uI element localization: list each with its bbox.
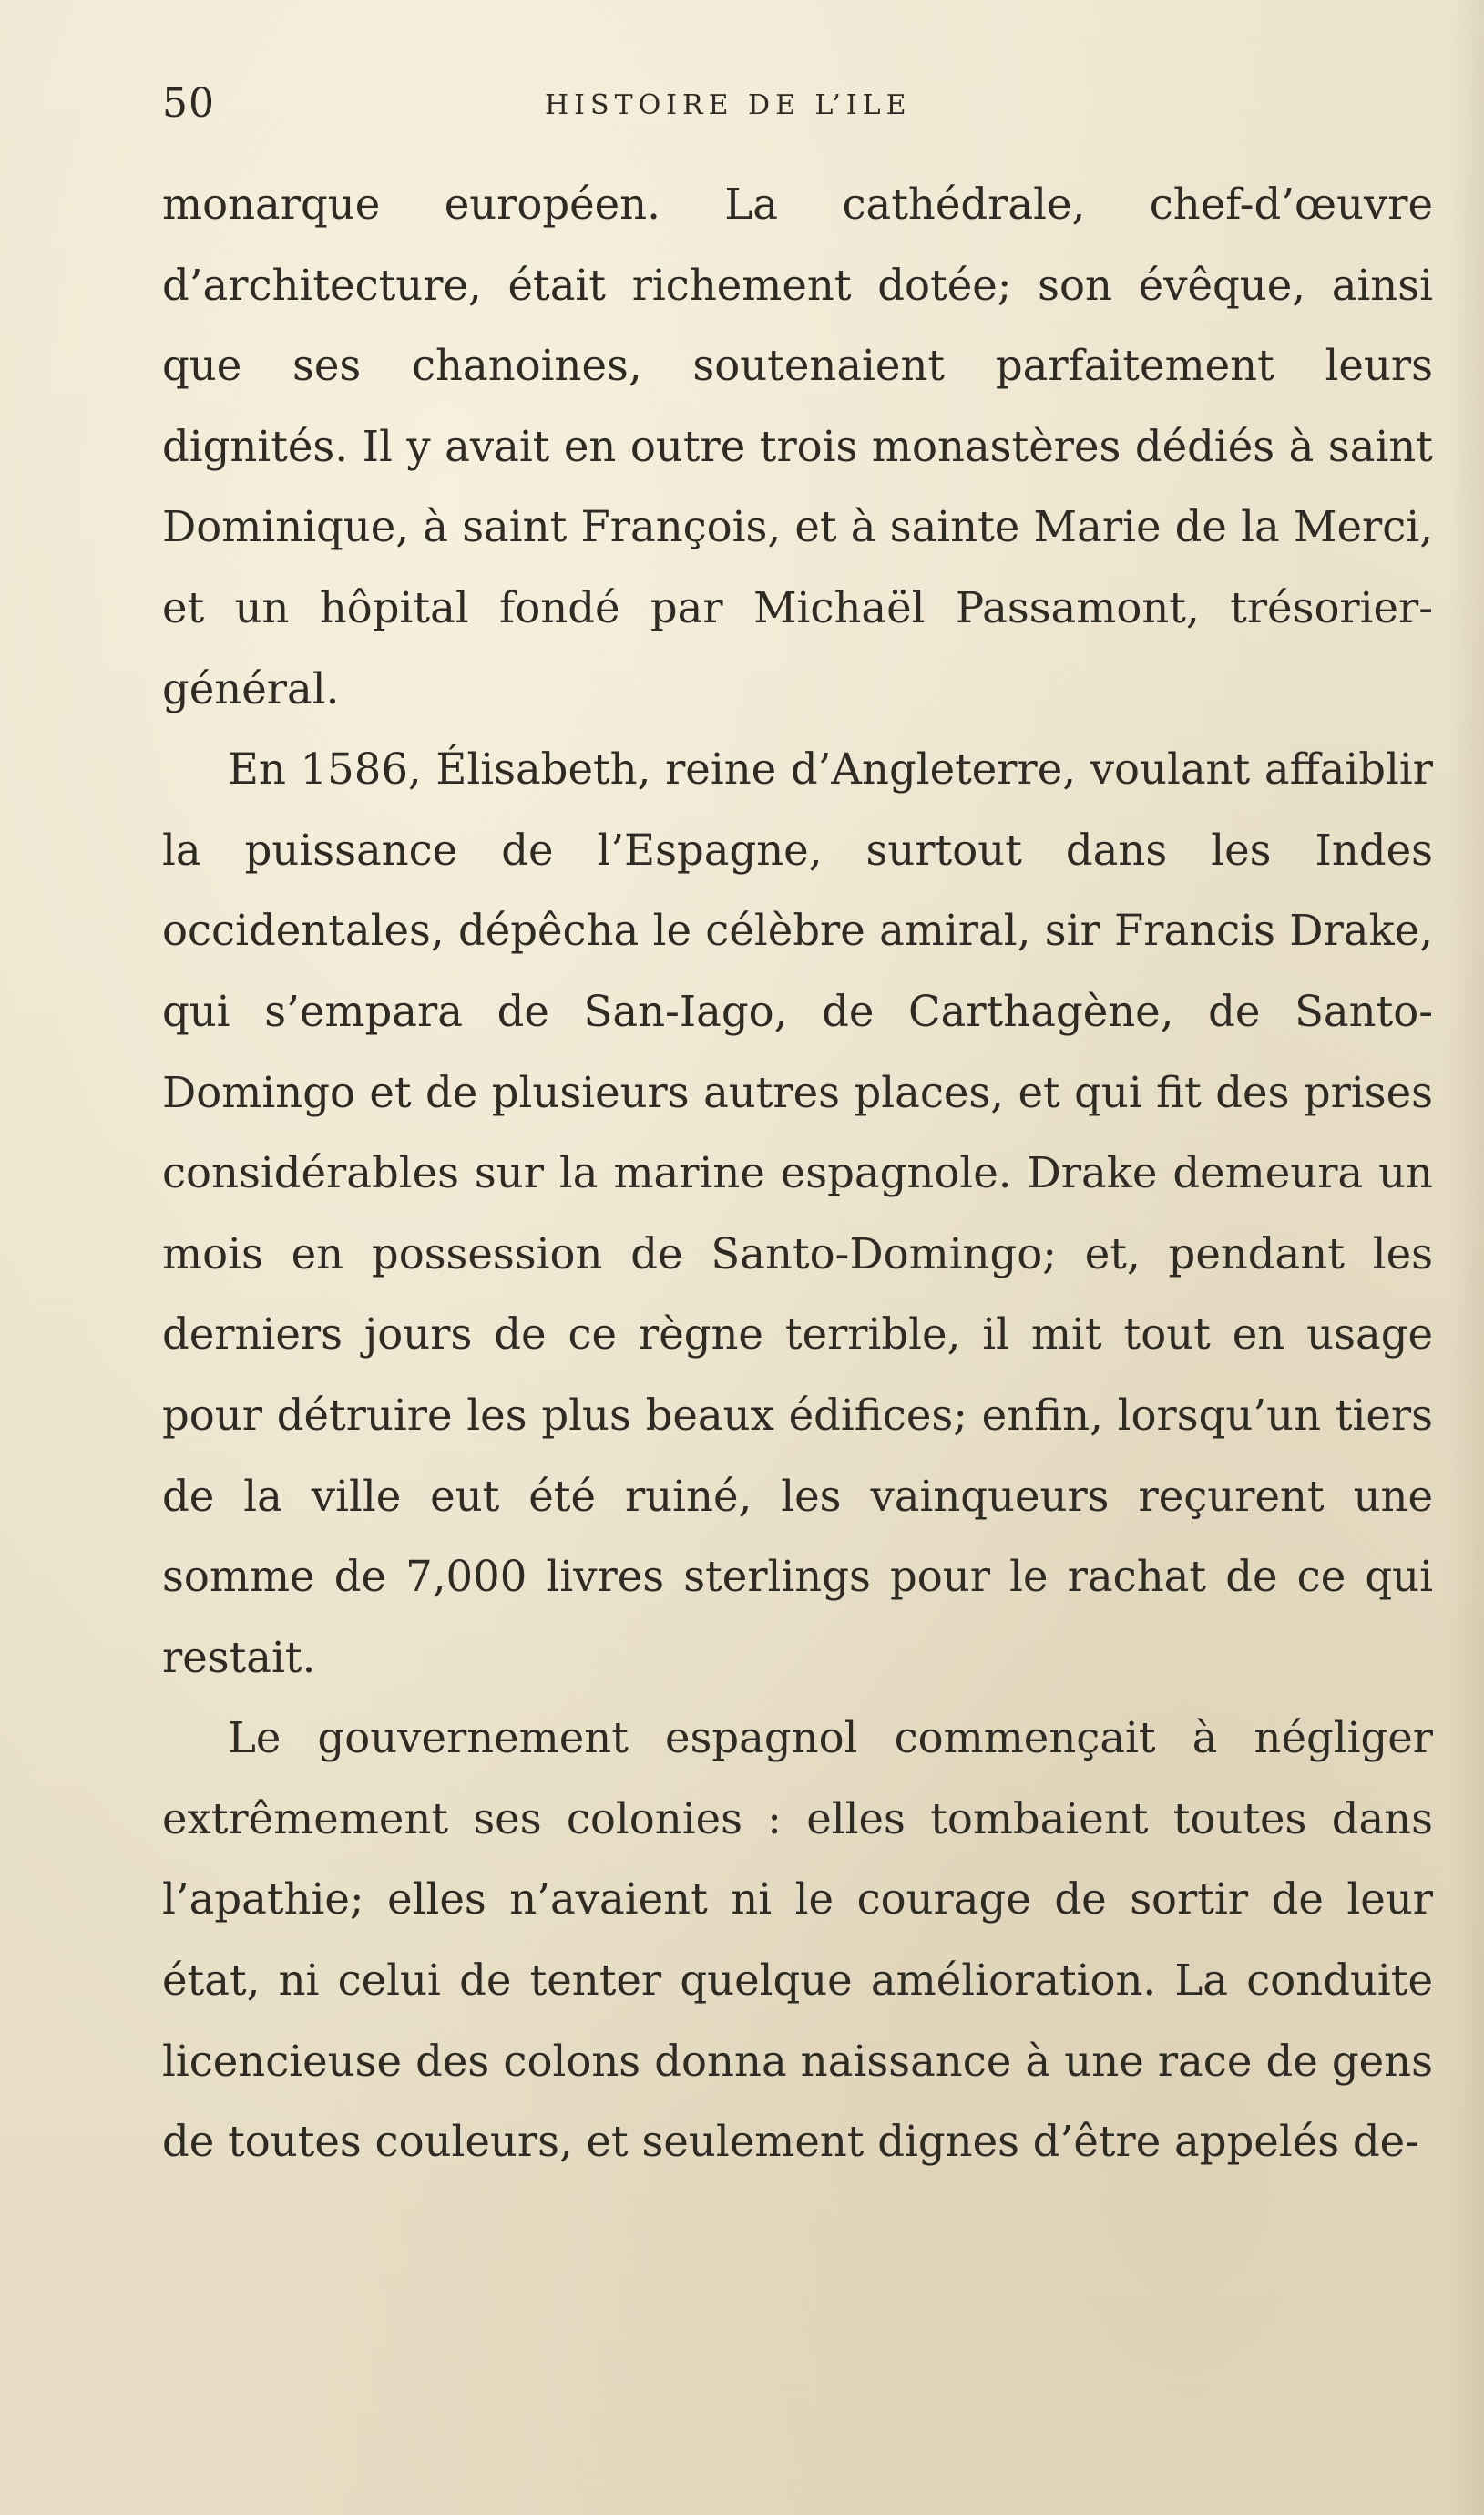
- page-number: 50: [162, 80, 215, 127]
- body-text: [162, 164, 1433, 2182]
- running-head: HISTOIRE DE L’ILE: [545, 89, 912, 121]
- page-edge-shading: [1448, 0, 1484, 2515]
- paragraph-3: Le gouvernement espagnol commençait à négliger extrêmement ses colonies : elles tombaient toutes dans l’apathie; elles n’avaient ni le courage de sortir de leur état, ni celui de tenter quelque amélioration. La conduite licencieuse des colons donna naissance à une race de gens de toutes couleurs, et seulement dignes d’être appelés de-: [162, 1713, 1433, 2167]
- page-header: [162, 80, 1438, 135]
- paragraph-2: En 1586, Élisabeth, reine d’Angleterre, voulant affaiblir la puissance de l’Espagne, surtout dans les Indes occidentales, dépêcha le célèbre amiral, sir Francis Drake, qui s’empara de San-Iago, de Carthagène, de Santo-Domingo et de plusieurs autres places, et qui fit des prises considérables sur la marine espagnole. Drake demeura un mois en possession de Santo-Domingo; et, pendant les derniers jours de ce règne terrible, il mit tout en usage pour détruire les plus beaux édifices; enfin, lorsqu’un tiers de la ville eut été ruiné, les vainqueurs reçurent une somme de 7,000 livres sterlings pour le rachat de ce qui restait.: [162, 744, 1433, 1682]
- paragraph-1: monarque européen. La cathédrale, chef-d’œuvre d’architecture, était richement dotée; son évêque, ainsi que ses chanoines, soutenaient parfaitement leurs dignités. Il y avait en outre trois monastères dédiés à saint Dominique, à saint François, et à sainte Marie de la Merci, et un hôpital fondé par Michaël Passamont, trésorier-général.: [162, 180, 1433, 713]
